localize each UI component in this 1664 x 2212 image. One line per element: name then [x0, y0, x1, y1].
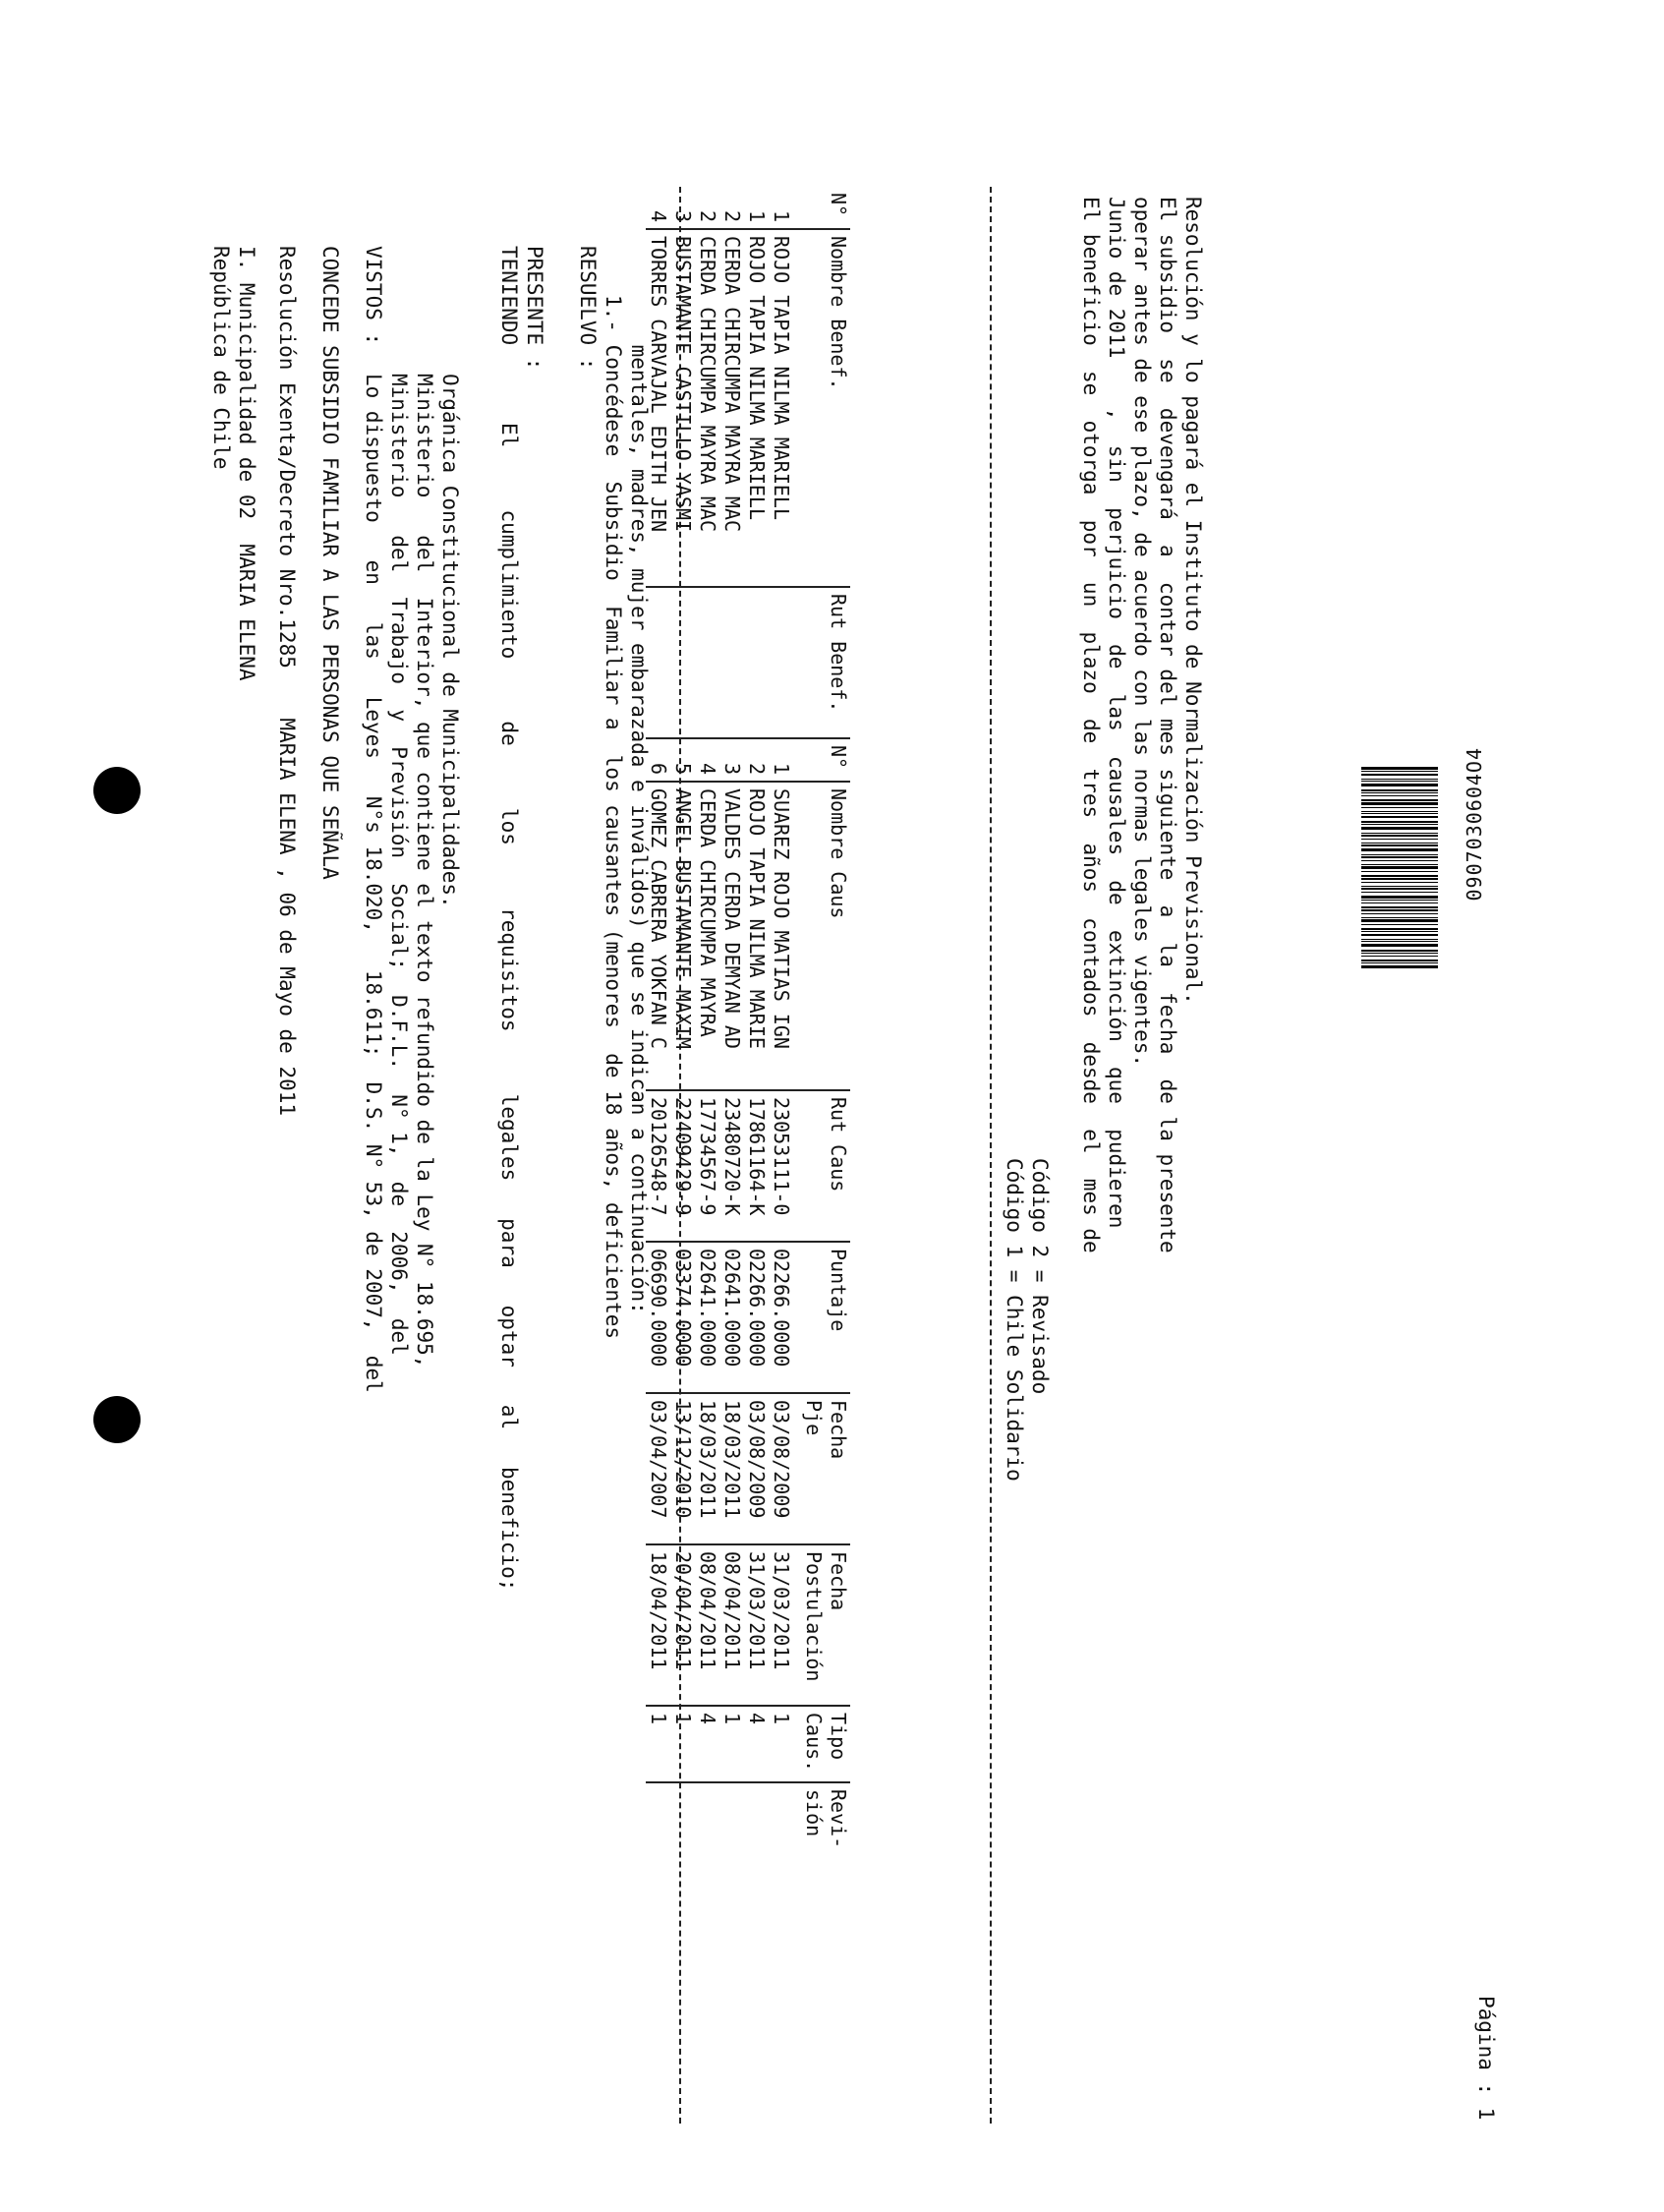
col-revision: Revi- sión [793, 1782, 850, 1858]
barcode-bar [1361, 835, 1438, 837]
vistos-label: VISTOS : [362, 246, 385, 346]
cell-fecha-postulacion: 31/03/2011 [769, 1544, 793, 1706]
barcode-bar [1361, 953, 1438, 954]
cell-fecha-pje: 18/03/2011 [695, 1393, 719, 1544]
page-number: Página : 1 [1474, 1996, 1498, 2121]
cell-nombre-benef: CERDA CHIRCUMPA MAYRA MAC [695, 229, 719, 587]
cell-n-benef: 4 [647, 209, 670, 222]
barcode-bar [1361, 917, 1438, 918]
barcode-bar [1361, 860, 1438, 861]
cell-puntaje: 02641.0000 [695, 1242, 719, 1393]
cell-n-benef: 1 [745, 209, 769, 222]
cell-fecha-postulacion: 20/04/2011 [670, 1544, 695, 1706]
barcode-bar [1361, 888, 1438, 890]
barcode-bar [1361, 913, 1438, 914]
cell-rut-caus: 17734567-9 [695, 1090, 719, 1242]
barcode-number: 0907030604O4 [1463, 747, 1486, 902]
table-row [769, 187, 793, 1858]
punch-hole-right [93, 1396, 141, 1443]
beneficiaries-table [646, 187, 850, 1858]
resuelvo-line-1: 1.- Concédese Subsidio Familiar a los causantes (menores de 18 años, deficientes [602, 295, 625, 1340]
cell-fecha-postulacion: 31/03/2011 [744, 1544, 769, 1706]
vistos-line-2: Ministerio del Trabajo y Previsión Social; D.F.L. N° 1, de 2006, del [387, 374, 411, 1356]
barcode-bar [1361, 784, 1438, 786]
cell-fecha-pje: 03/04/2007 [646, 1393, 670, 1544]
table-row [744, 187, 769, 1858]
vistos-line-1: Lo dispuesto en las Leyes N°s 18.020, 18.611; D.S. N° 53, de 2007, del [362, 374, 385, 1393]
barcode-bar [1361, 909, 1438, 911]
barcode-bar [1361, 931, 1438, 932]
cell-fecha-postulacion: 18/04/2011 [646, 1544, 670, 1706]
cell-nombre-caus: SUAREZ ROJO MATIAS IGN [769, 782, 793, 1090]
cell-n-benef: 1 [770, 209, 793, 222]
cell-n-caus: 5 [670, 738, 695, 782]
col-rut-benef: Rut Benef. [793, 587, 850, 738]
barcode-bar [1361, 871, 1438, 872]
presente-label: PRESENTE : [523, 246, 546, 371]
cell-tipo-caus: 4 [695, 1706, 719, 1782]
cell-nombre-benef: CERDA CHIRCUMPA MAYRA MAC [719, 229, 744, 587]
cell-fecha-pje: 18/03/2011 [719, 1393, 744, 1544]
barcode-bar [1361, 844, 1438, 846]
barcode-bar [1361, 919, 1438, 922]
barcode-bar [1361, 779, 1438, 780]
closing-line-4: El subsidio se devengará a contar del mes siguiente a la fecha de la presente [1156, 197, 1179, 1253]
barcode-bar [1361, 811, 1438, 812]
barcode-bar [1361, 924, 1438, 925]
barcode-bar [1361, 892, 1438, 893]
cell-rut-benef [695, 587, 719, 738]
barcode-bar [1361, 960, 1438, 961]
code-1-legend: Código 1 = Chile Solidario [1003, 1158, 1026, 1482]
resuelvo-line-2: mentales, madres, mujer embarazada e inválidos) que se indican a continuación: [627, 295, 651, 1314]
cell-fecha-postulacion: 08/04/2011 [719, 1544, 744, 1706]
cell-revision [719, 1782, 744, 1858]
col-puntaje: Puntaje [793, 1242, 850, 1393]
cell-rut-benef [769, 587, 793, 738]
teniendo-label: TENIENDO [497, 246, 521, 346]
closing-line-3: operar antes de ese plazo, de acuerdo con las normas legales vigentes. [1130, 197, 1154, 1068]
col-tipo-caus: Tipo Caus. [793, 1706, 850, 1782]
barcode-bar [1361, 886, 1438, 887]
cell-rut-caus: 17861164-K [744, 1090, 769, 1242]
cell-fecha-pje: 03/08/2009 [769, 1393, 793, 1544]
closing-line-1: El beneficio se otorga por un plazo de tres años contados desde el mes de [1079, 197, 1103, 1253]
table-row [670, 187, 695, 1858]
cell-n-benef: 2 [696, 209, 719, 222]
cell-revision [646, 1782, 670, 1858]
cell-rut-benef [646, 587, 670, 738]
cell-revision [670, 1782, 695, 1858]
cell-puntaje: 02641.0000 [719, 1242, 744, 1393]
col-fecha-pje: Fecha Pje [793, 1393, 850, 1544]
barcode-bar [1361, 839, 1438, 840]
barcode-bar [1361, 900, 1438, 901]
barcode-bar [1361, 795, 1438, 796]
barcode-bar [1361, 956, 1438, 957]
table-row [695, 187, 719, 1858]
cell-rut-caus: 22409429-9 [670, 1090, 695, 1242]
cell-n-caus: 2 [744, 738, 769, 782]
barcode-bar [1361, 792, 1438, 793]
closing-line-5: Resolución y lo pagará el Instituto de Normalización Previsional. [1181, 197, 1205, 1005]
col-rut-caus: Rut Caus [793, 1090, 850, 1242]
cell-puntaje: 02266.0000 [744, 1242, 769, 1393]
header-country: República de Chile [209, 246, 233, 470]
punch-hole-left [93, 767, 141, 814]
cell-rut-caus: 20126548-7 [646, 1090, 670, 1242]
col-fecha-postulacion: Fecha Postulación [793, 1544, 850, 1706]
barcode-bar [1361, 781, 1438, 782]
barcode-bar [1361, 941, 1438, 942]
cell-revision [695, 1782, 719, 1858]
cell-n-caus: 6 [646, 738, 670, 782]
table-row [719, 187, 744, 1858]
teniendo-text: El cumplimiento de los requisitos legales para optar al beneficio; [497, 423, 521, 1592]
vistos-line-4: Orgánica Constitucional de Municipalidades. [438, 374, 462, 908]
barcode-bar [1361, 799, 1438, 801]
cell-nombre-caus: VALDES CERDA DEMYAN AD [719, 782, 744, 1090]
cell-rut-caus: 23480720-K [719, 1090, 744, 1242]
barcode-bar [1361, 843, 1438, 844]
cell-tipo-caus: 4 [744, 1706, 769, 1782]
table-bottom-rule [990, 187, 992, 2124]
cell-n-benef: 3 [671, 209, 695, 222]
barcode-bar [1361, 896, 1438, 899]
cell-nombre-benef: BUSTAMANTE CASTILLO YASMI [670, 229, 695, 587]
barcode-bar [1361, 939, 1438, 940]
barcode-bar [1361, 802, 1438, 805]
barcode-bar [1361, 854, 1438, 855]
cell-fecha-pje: 03/08/2009 [744, 1393, 769, 1544]
barcode-bar [1361, 944, 1438, 947]
barcode-bar [1361, 848, 1438, 851]
barcode-bar [1361, 882, 1438, 883]
col-n-caus: N° [793, 738, 850, 782]
cell-nombre-caus: ROJO TAPIA NILMA MARIE [744, 782, 769, 1090]
cell-puntaje: 02266.0000 [769, 1242, 793, 1393]
cell-rut-benef [744, 587, 769, 738]
barcode-bar [1361, 789, 1438, 791]
cell-nombre-caus: CERDA CHIRCUMPA MAYRA [695, 782, 719, 1090]
barcode-bar [1361, 833, 1438, 834]
cell-fecha-postulacion: 08/04/2011 [695, 1544, 719, 1706]
resolution-subject: CONCEDE SUBSIDIO FAMILIAR A LAS PERSONAS QUE SEÑALA [318, 246, 342, 880]
barcode-bar [1361, 813, 1438, 814]
barcode-bar [1361, 856, 1438, 858]
resolution-title: Resolución Exenta/Decreto Nro.1285 MARIA ELENA , 06 de Mayo de 2011 [275, 246, 299, 1117]
cell-tipo-caus: 1 [670, 1706, 695, 1782]
cell-puntaje: 06690.0000 [646, 1242, 670, 1393]
cell-tipo-caus: 1 [646, 1706, 670, 1782]
cell-rut-benef [670, 587, 695, 738]
barcode-bar [1361, 767, 1438, 770]
col-nombre-caus: Nombre Caus [793, 782, 850, 1090]
barcode-bar [1361, 902, 1438, 903]
barcode-bar [1361, 928, 1438, 930]
barcode-bar [1361, 878, 1438, 880]
cell-n-caus: 4 [695, 738, 719, 782]
cell-nombre-caus: GOMEZ CABRERA YOKFAN C [646, 782, 670, 1090]
barcode-bar [1361, 965, 1438, 968]
barcode-bar [1361, 934, 1438, 936]
resuelvo-label: RESUELVO : [576, 246, 600, 371]
barcode-bar [1361, 816, 1438, 818]
barcode-bar [1361, 827, 1438, 830]
barcode-bar [1361, 866, 1438, 869]
barcode-bar [1361, 875, 1438, 877]
cell-nombre-caus: ANGEL BUSTAMANTE MAXIM [670, 782, 695, 1090]
barcode-bar [1361, 807, 1438, 808]
barcode-bar [1361, 950, 1438, 952]
cell-fecha-pje: 13/12/2010 [670, 1393, 695, 1544]
barcode-bar [1361, 864, 1438, 865]
cell-puntaje: 03374.0000 [670, 1242, 695, 1393]
barcode-bar [1361, 962, 1438, 963]
code-2-legend: Código 2 = Revisado [1028, 1158, 1052, 1395]
vistos-line-3: Ministerio del Interior, que contiene el texto refundido de la Ley N° 18.695, [413, 374, 436, 1368]
cell-nombre-benef: ROJO TAPIA NILMA MARIELL [744, 229, 769, 587]
table-row [646, 187, 670, 1858]
cell-n-caus: 1 [769, 738, 793, 782]
cell-nombre-benef: ROJO TAPIA NILMA MARIELL [769, 229, 793, 587]
barcode-bar [1361, 774, 1438, 776]
cell-tipo-caus: 1 [769, 1706, 793, 1782]
barcode [1361, 767, 1438, 1013]
closing-line-2: Junio de 2011 , sin perjuicio de las causales de extinción que pudieren [1105, 197, 1128, 1229]
cell-revision [744, 1782, 769, 1858]
cell-revision [769, 1782, 793, 1858]
col-n-benef: N° [827, 193, 850, 217]
cell-tipo-caus: 1 [719, 1706, 744, 1782]
barcode-bar [1361, 821, 1438, 823]
barcode-bar [1361, 771, 1438, 772]
cell-rut-benef [719, 587, 744, 738]
cell-n-caus: 3 [719, 738, 744, 782]
cell-rut-caus: 23053111-0 [769, 1090, 793, 1242]
barcode-bar [1361, 906, 1438, 908]
header-municipality: I. Municipalidad de 02 MARIA ELENA [235, 246, 258, 681]
barcode-bar [1361, 824, 1438, 825]
table-header-row [793, 187, 850, 1858]
cell-n-benef: 2 [720, 209, 744, 222]
cell-nombre-benef: TORRES CARVAJAL EDITH JEN [646, 229, 670, 587]
col-nombre-benef: Nombre Benef. [793, 229, 850, 587]
